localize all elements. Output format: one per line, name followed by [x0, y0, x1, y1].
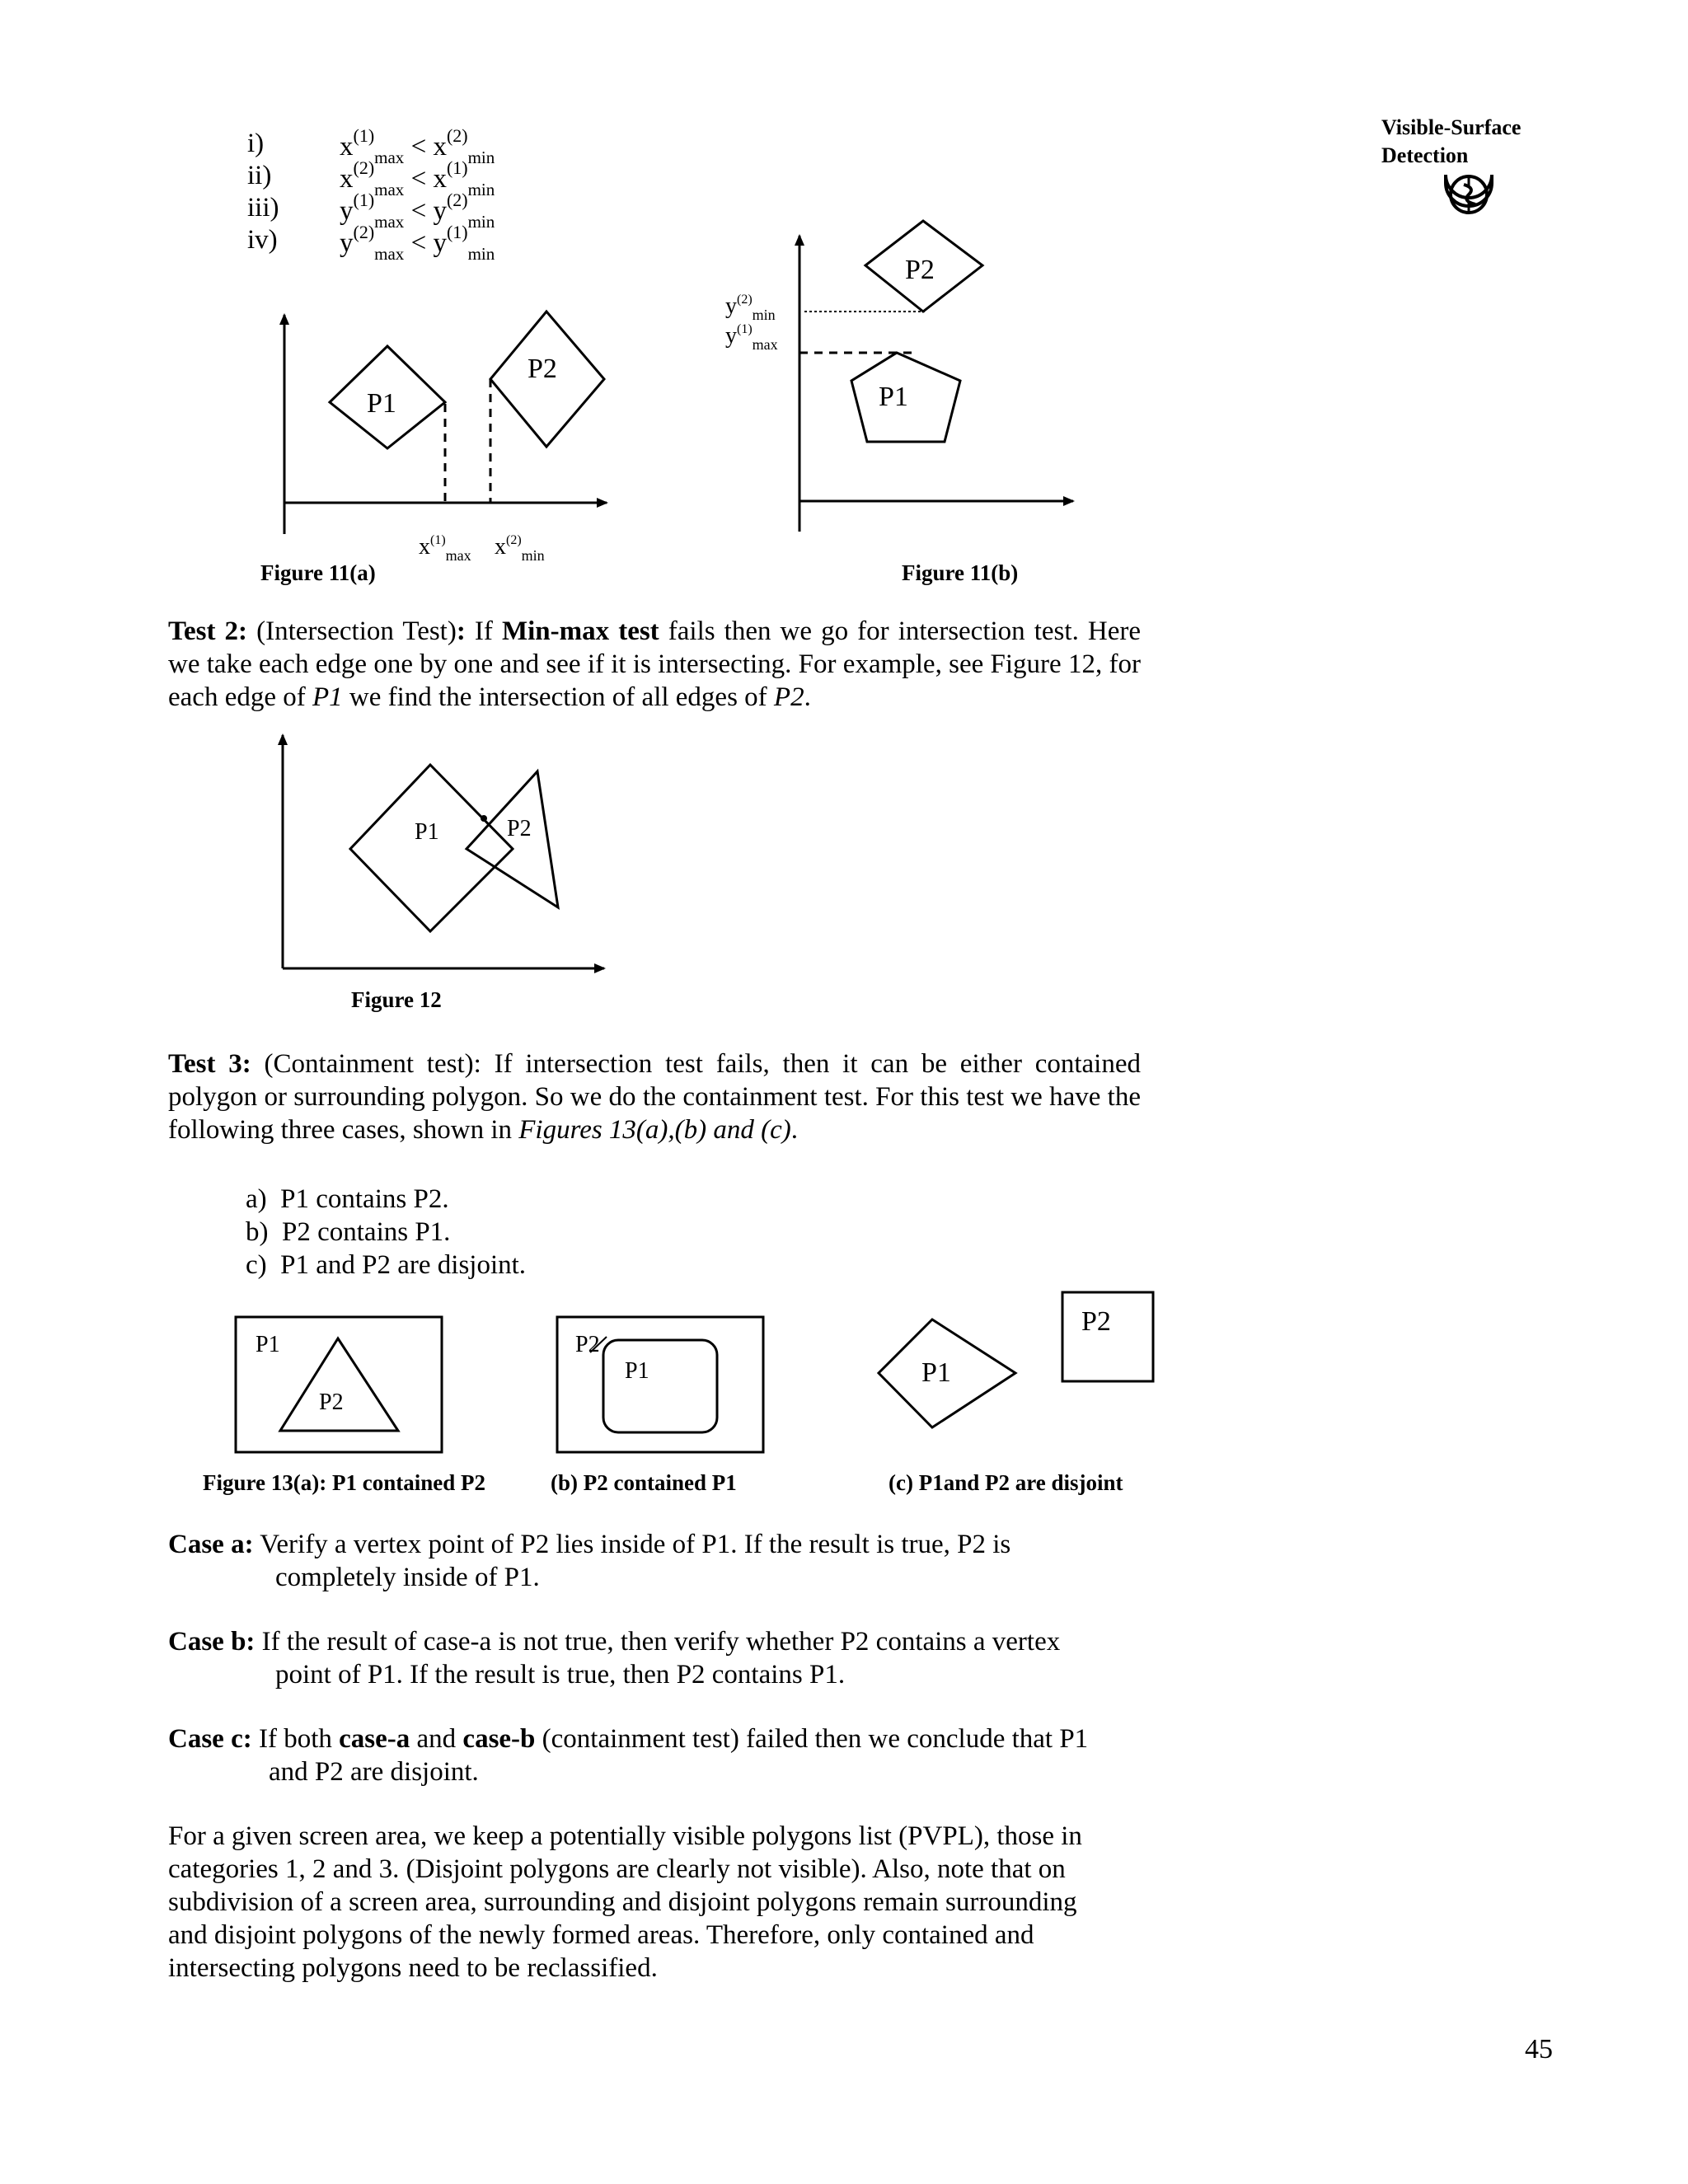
polygon-p2 — [280, 1338, 398, 1431]
caption-figure-13a: Figure 13(a): P1 contained P2 — [203, 1470, 485, 1495]
case-a: Case a: Verify a vertex point of P2 lies inside of P1. If the result is true, P2 is completely inside of P1. — [168, 1530, 1011, 1592]
figure-13c — [879, 1292, 1153, 1427]
polygon-p1 — [350, 765, 513, 931]
label-p1: P1 — [921, 1357, 951, 1388]
label-p2: P2 — [575, 1332, 600, 1357]
caption-figure-11b: Figure 11(b) — [902, 560, 1019, 585]
list-item: a) P1 contains P2. — [246, 1184, 449, 1214]
label-ymin: $y^{(2)}_{min}$ — [725, 293, 776, 323]
sidebar-title-line1: Visible-Surface — [1381, 115, 1522, 139]
label-p1: P1 — [415, 819, 439, 845]
list-item: b) P2 contains P1. — [246, 1217, 451, 1247]
caption-figure-13c: (c) P1and P2 are disjoint — [889, 1470, 1123, 1495]
list-item: c) P1 and P2 are disjoint. — [246, 1250, 527, 1280]
intersection-point — [481, 815, 487, 822]
label-p2: P2 — [1081, 1306, 1111, 1337]
sidebar-title-line2: Detection — [1381, 143, 1469, 167]
figure-13b — [557, 1317, 763, 1452]
label-ymax: $y^{(1)}_{max}$ — [725, 322, 778, 353]
figure-13a — [236, 1317, 442, 1452]
test2-paragraph: Test 2: (Intersection Test): If Min-max test fails then we go for intersection test. Here we take each edge one by one and see if it is intersecting. For example, see Figure 12, for each edge of P1 we find the intersection of all edges of P2. — [168, 616, 1142, 712]
label-p1: P1 — [367, 388, 396, 419]
figure-11a — [260, 312, 607, 585]
polygon-p1 — [603, 1340, 717, 1432]
ignou-logo-icon — [1446, 175, 1492, 213]
label-p2: P2 — [528, 354, 557, 384]
label-p2: P2 — [507, 816, 532, 841]
containment-cases-list — [246, 1183, 526, 1282]
label-xmax: $x^{(1)}_{max}$ — [419, 533, 471, 564]
case-c: Case c: If both case-a and case-b (containment test) failed then we conclude that P1 and P2 are disjoint. — [168, 1724, 1089, 1787]
caption-figure-12: Figure 12 — [351, 987, 442, 1012]
label-xmin: $x^{(2)}_{min}$ — [495, 533, 545, 564]
label-p1: P1 — [256, 1332, 280, 1357]
label-p1: P1 — [625, 1358, 649, 1384]
figure-12 — [283, 735, 604, 1012]
figure-11b — [725, 221, 1073, 585]
caption-figure-13b: (b) P2 contained P1 — [551, 1470, 737, 1495]
page-number: 45 — [1525, 2034, 1553, 2064]
case-b: Case b: If the result of case-a is not true, then verify whether P2 contains a vertex point of P1. If the result is true, then P2 contains P1. — [168, 1627, 1061, 1690]
caption-figure-11a: Figure 11(a) — [260, 560, 376, 585]
label-p2: P2 — [319, 1390, 344, 1415]
label-p2: P2 — [905, 255, 935, 285]
final-paragraph: For a given screen area, we keep a potentially visible polygons list (PVPL), those in categories 1, 2 and 3. (Disjoint polygons are clearly not visible). Also, note that on subdivision of a screen area, surrounding and disjoint polygons remain surrounding and disjoint polygons of the newly formed areas. Therefore, only contained and intersecting polygons need to be reclassified. — [168, 1821, 1082, 1983]
test3-paragraph: Test 3: (Containment test): If intersection test fails, then it can be either contained polygon or surrounding polygon. So we do the containment test. For this test we have the following three cases, shown in Figures 13(a),(b) and (c). — [168, 1049, 1141, 1145]
label-p1: P1 — [879, 382, 908, 412]
